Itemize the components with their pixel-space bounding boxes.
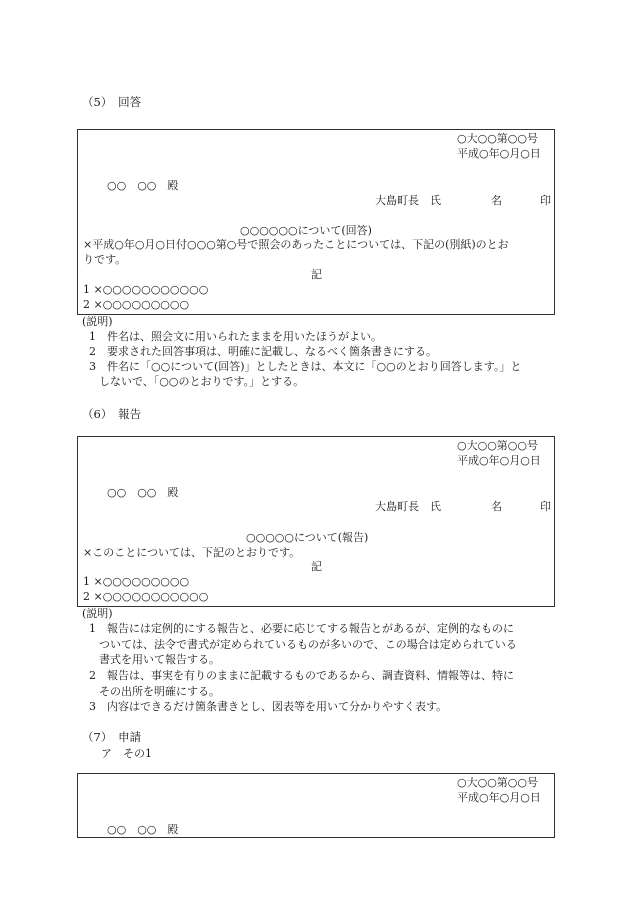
doc-date: 平成○年○月○日 [457, 791, 541, 804]
sender-name: 名 [491, 500, 502, 513]
section-7-subheading: ア その1 [101, 747, 152, 760]
addressee: ○○ ○○ 殿 [107, 486, 179, 499]
doc-number: ○大○○第○○号 [457, 439, 538, 452]
doc-number: ○大○○第○○号 [457, 132, 538, 145]
list-item-2: 2 ×○○○○○○○○○○○ [83, 590, 209, 603]
doc-number: ○大○○第○○号 [457, 776, 538, 789]
note-item-continuation: その出所を明確にする。 [99, 685, 220, 698]
body-text-line-2: りです。 [83, 253, 127, 266]
note-item: 1 報告には定例的にする報告と、必要に応じてする報告とがあるが、定例的なものに [89, 622, 514, 635]
list-item-1: 1 ×○○○○○○○○○○○ [83, 283, 209, 296]
section-5-heading: （5） 回答 [82, 95, 142, 109]
addressee: ○○ ○○ 殿 [107, 823, 179, 836]
doc-date: 平成○年○月○日 [457, 454, 541, 467]
ki-marker: 記 [311, 268, 322, 281]
subject-line: ○○○○○○について(回答) [240, 224, 372, 237]
body-text-line-1: ×このことについては、下記のとおりです。 [83, 546, 301, 559]
sender-title: 大島町長 氏 [375, 500, 441, 513]
note-item-continuation: 書式を用いて報告する。 [99, 653, 220, 666]
note-item: 2 要求された回答事項は、明確に記載し、なるべく箇条書きにする。 [89, 345, 437, 358]
seal-mark: 印 [540, 500, 551, 513]
section-7-heading: （7） 申請 [82, 730, 142, 744]
note-item-continuation: しないで、「○○のとおりです。」とする。 [99, 375, 305, 388]
notes-label: (説明) [82, 315, 113, 328]
body-text-line-1: ×平成○年○月○日付○○○第○号で照会のあったことについては、下記の(別紙)のとお [83, 238, 509, 251]
notes-label: (説明) [82, 607, 113, 620]
sender-name: 名 [491, 194, 502, 207]
subject-line: ○○○○○について(報告) [246, 531, 369, 544]
note-item: 3 件名に「○○について(回答)」としたときは、本文に「○○のとおり回答します。」と [89, 360, 522, 373]
section-6-heading: （6） 報告 [82, 407, 142, 421]
seal-mark: 印 [540, 194, 551, 207]
list-item-2: 2 ×○○○○○○○○○ [83, 298, 190, 311]
addressee: ○○ ○○ 殿 [107, 179, 179, 192]
note-item-continuation: ついては、法令で書式が定められているものが多いので、この場合は定められている [99, 638, 517, 651]
note-item: 1 件名は、照会文に用いられたままを用いたほうがよい。 [89, 330, 382, 343]
doc-date: 平成○年○月○日 [457, 147, 541, 160]
note-item: 2 報告は、事実を有りのままに記載するものであるから、調査資料、情報等は、特に [89, 669, 514, 682]
sender-title: 大島町長 氏 [375, 194, 441, 207]
list-item-1: 1 ×○○○○○○○○○ [83, 575, 190, 588]
ki-marker: 記 [311, 560, 322, 573]
note-item: 3 内容はできるだけ箇条書きとし、図表等を用いて分かりやすく表す。 [89, 700, 448, 713]
